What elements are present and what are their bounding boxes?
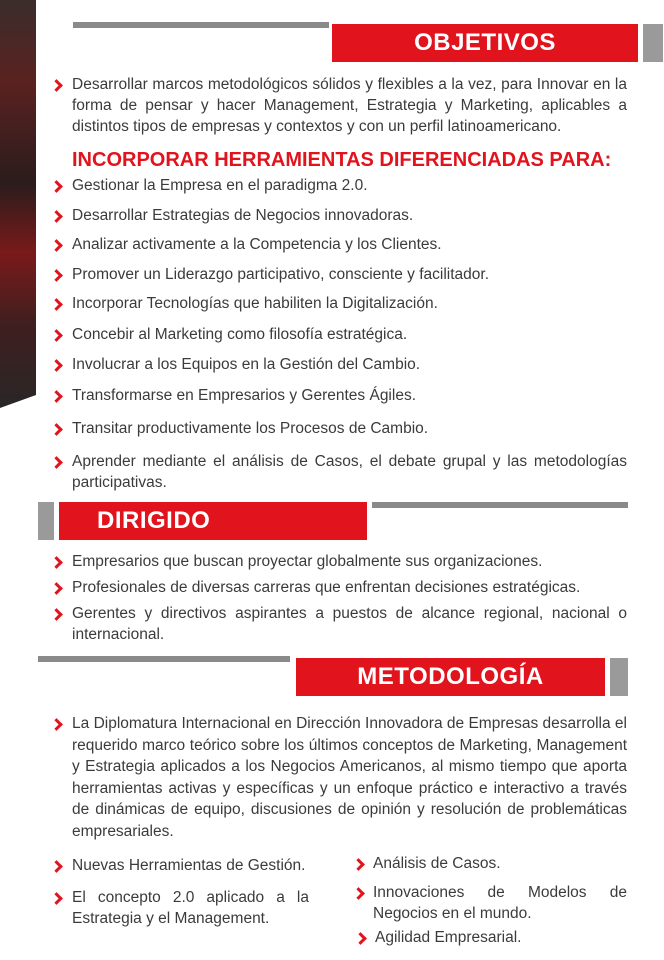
- metodologia-gray-bar: [38, 656, 290, 662]
- objetivos-item: Transitar productivamente los Procesos de Cambio.: [72, 420, 429, 437]
- objetivos-item: Promover un Liderazgo participativo, consciente y facilitador.: [72, 266, 489, 283]
- chevron-right-icon: [352, 887, 365, 900]
- dirigido-title: DIRIGIDO: [59, 502, 367, 540]
- metodologia-title: METODOLOGÍA: [296, 658, 605, 696]
- objetivos-item: Concebir al Marketing como filosofía estratégica.: [72, 326, 408, 343]
- chevron-right-icon: [50, 556, 63, 569]
- chevron-right-icon: [50, 329, 63, 342]
- chevron-right-icon: [50, 359, 63, 372]
- metodologia-gray-block: [610, 658, 628, 696]
- metodologia-left-item: El concepto 2.0 aplicado a la Estrategia y el Management.: [72, 889, 309, 927]
- dirigido-item: Profesionales de diversas carreras que enfrentan decisiones estratégicas.: [72, 579, 581, 596]
- chevron-right-icon: [50, 582, 63, 595]
- dirigido-item: Empresarios que buscan proyectar globalmente sus organizaciones.: [72, 553, 543, 570]
- photo-diagonal-mask: [0, 0, 40, 410]
- metodologia-right-item: Agilidad Empresarial.: [375, 929, 522, 946]
- objetivos-intro: Desarrollar marcos metodológicos sólidos y flexibles a la vez, para Innovar en la forma de pensar y hacer Management, Estrategia y Marketing, aplicables a distintos tipos de empresas y contextos y con un perfil latinoamericano.: [72, 76, 627, 135]
- metodologia-right-item: Innovaciones de Modelos de Negocios en el mundo.: [373, 884, 627, 922]
- chevron-right-icon: [50, 892, 63, 905]
- chevron-right-icon: [50, 860, 63, 873]
- objetivos-item: Gestionar la Empresa en el paradigma 2.0.: [72, 177, 368, 194]
- metodologia-intro: La Diplomatura Internacional en Dirección Innovadora de Empresas desarrolla el requerido marco teórico sobre los últimos conceptos de Marketing, Management y Estrategia aplicados a los Negocios Americanos, al mismo tiempo que aporta herramientas activas y específicas y un enfoque práctico e interactivo a través de dinámicas de equipo, discusiones de opinión y resolución de problemáticas empresariales.: [72, 715, 627, 840]
- chevron-right-icon: [50, 269, 63, 282]
- chevron-right-icon: [50, 180, 63, 193]
- dirigido-gray-bar: [372, 502, 628, 508]
- objetivos-item: Aprender mediante el análisis de Casos, el debate grupal y las metodologías participativas.: [72, 453, 627, 491]
- objetivos-item: Involucrar a los Equipos en la Gestión del Cambio.: [72, 356, 421, 373]
- objetivos-item: Transformarse en Empresarios y Gerentes Ágiles.: [72, 387, 416, 404]
- chevron-right-icon: [50, 210, 63, 223]
- objetivos-item: Analizar activamente a la Competencia y los Clientes.: [72, 236, 442, 253]
- objetivos-title: OBJETIVOS: [332, 24, 638, 62]
- objetivos-gray-bar: [73, 22, 329, 28]
- objetivos-item: Incorporar Tecnologías que habiliten la Digitalización.: [72, 295, 438, 312]
- objetivos-subheading: INCORPORAR HERRAMIENTAS DIFERENCIADAS PARA:: [72, 149, 612, 171]
- chevron-right-icon: [50, 239, 63, 252]
- objetivos-gray-block: [643, 24, 663, 62]
- chevron-right-icon: [50, 390, 63, 403]
- chevron-right-icon: [50, 608, 63, 621]
- dirigido-gray-block: [38, 502, 54, 540]
- chevron-right-icon: [354, 932, 367, 945]
- chevron-right-icon: [352, 858, 365, 871]
- chevron-right-icon: [50, 423, 63, 436]
- chevron-right-icon: [50, 79, 63, 92]
- dirigido-item: Gerentes y directivos aspirantes a puestos de alcance regional, nacional o internacional.: [72, 605, 627, 643]
- chevron-right-icon: [50, 718, 63, 731]
- metodologia-right-item: Análisis de Casos.: [373, 855, 501, 872]
- chevron-right-icon: [50, 298, 63, 311]
- metodologia-left-item: Nuevas Herramientas de Gestión.: [72, 857, 306, 874]
- objetivos-item: Desarrollar Estrategias de Negocios innovadoras.: [72, 207, 414, 224]
- chevron-right-icon: [50, 456, 63, 469]
